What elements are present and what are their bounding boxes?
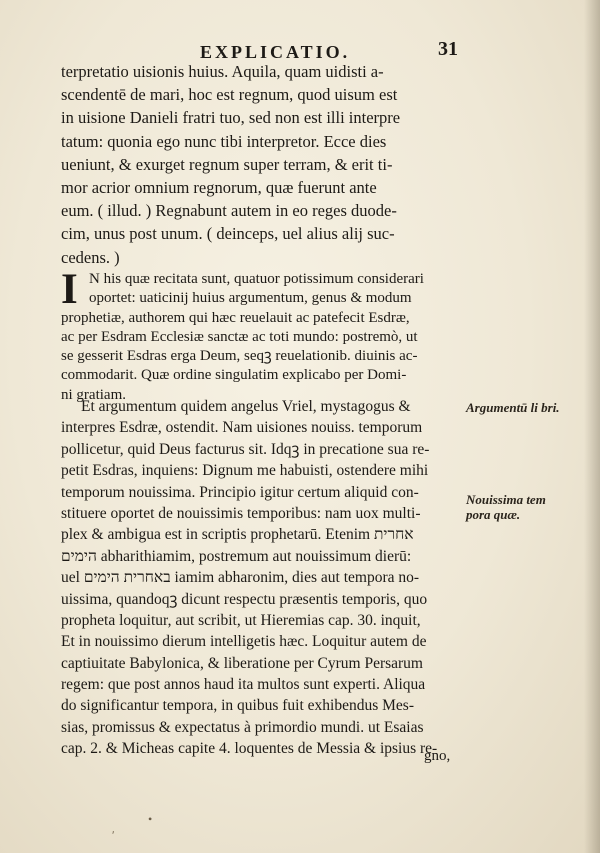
text-line: ueniunt, & exurget regnum super terram, & erit ti- xyxy=(61,154,393,174)
text-line: scendentē de mari, hoc est regnum, quod uisum est xyxy=(61,85,398,105)
text-line: cedens. ) xyxy=(61,247,120,267)
text-line: regem: que post annos haud ita multos sunt experti. Aliqua xyxy=(61,676,426,694)
text-line: in uisione Danieli fratri tuo, sed non est illi interpre xyxy=(61,108,401,128)
text-line: temporum nouissima. Principio igitur certum aliquid con- xyxy=(61,483,419,501)
text-line: mor acrior omnium regnorum, quæ fuerunt ante xyxy=(61,177,377,197)
text-line: terpretatio uisionis huius. Aquila, quam uidisti a- xyxy=(61,62,384,81)
text-line: prophetiæ, authorem qui hæc reuelauit ac patefecit Esdræ, xyxy=(61,309,410,326)
page-number: 31 xyxy=(438,38,458,60)
text-line: הימים abharithiamim, postremum aut nouissimum dierū: xyxy=(61,547,412,565)
ink-speck: ʹ xyxy=(112,828,115,842)
text-line: ac per Esdram Ecclesiæ sanctæ ac toti mundo: postremò, ut xyxy=(61,328,418,345)
text-line: cap. 2. & Micheas capite 4. loquentes de Messia & ipsius re- xyxy=(61,740,438,758)
marginal-note-nouissima: Nouissima tem pora quæ. xyxy=(466,492,546,522)
text-line: pollicetur, quid Deus facturus sit. Idqꝫ in precatione sua re- xyxy=(61,440,430,458)
text-line: Et argumentum quidem angelus Vriel, mystagogus & xyxy=(81,398,411,415)
text-line: plex & ambigua est in scriptis prophetarū. Etenim אחרית xyxy=(61,526,414,544)
text-line: petit Esdras, inquiens: Dignum me habuisti, ostendere mihi xyxy=(61,462,429,480)
text-line: eum. ( illud. ) Regnabunt autem in eo reges duode- xyxy=(61,201,397,221)
text-line: tatum: quonia ego nunc tibi interpretor. Ecce dies xyxy=(61,131,387,151)
text-line: do significantur tempora, in quibus fuit exhibendus Mes- xyxy=(61,697,414,715)
ink-speck: • xyxy=(148,812,153,826)
catchword: gno, xyxy=(424,748,451,764)
drop-cap: I xyxy=(61,266,78,313)
paragraph-1 xyxy=(61,60,459,269)
text-line: sias, promissus & expectatus à primordio mundi. ut Esaias xyxy=(61,718,424,736)
paragraph-2 xyxy=(61,266,461,405)
text-line: captiuitate Babylonica, & liberatione per Cyrum Persarum xyxy=(61,654,423,672)
text-line: Et in nouissimo dierum intelligetis hæc. Loquitur autem de xyxy=(61,633,427,651)
text-line: se gesserit Esdras erga Deum, seqꝫ reuelationib. diuinis ac- xyxy=(61,348,418,365)
paragraph-3 xyxy=(61,396,459,760)
text-line: N his quæ recitata sunt, quatuor potissimum considerari xyxy=(89,271,424,287)
running-title: EXPLICATIO. xyxy=(200,42,351,62)
marginal-note-argumentum: Argumentū li bri. xyxy=(466,400,560,415)
text-line: stituere oportet de nouissimis temporibus: nam uox multi- xyxy=(61,504,421,522)
text-line: uel באחרית הימים iamim abharonim, dies aut tempora no- xyxy=(61,569,420,587)
text-line: commodarit. Quæ ordine singulatim explicabo per Domi- xyxy=(61,367,407,384)
page-edge-shadow xyxy=(584,0,600,853)
text-line: oportet: uaticinij huius argumentum, genus & modum xyxy=(89,290,412,307)
text-line: interpres Esdræ, ostendit. Nam uisiones nouiss. temporum xyxy=(61,419,423,437)
text-line: propheta loquitur, aut scribit, ut Hieremias cap. 30. inquit, xyxy=(61,611,421,629)
text-line: ni gratiam. xyxy=(61,386,126,403)
text-line: cim, unus post unum. ( deinceps, uel alius alij suc- xyxy=(61,224,395,244)
text-line: uissima, quandoqꝫ dicunt respectu præsentis temporis, quo xyxy=(61,590,428,608)
